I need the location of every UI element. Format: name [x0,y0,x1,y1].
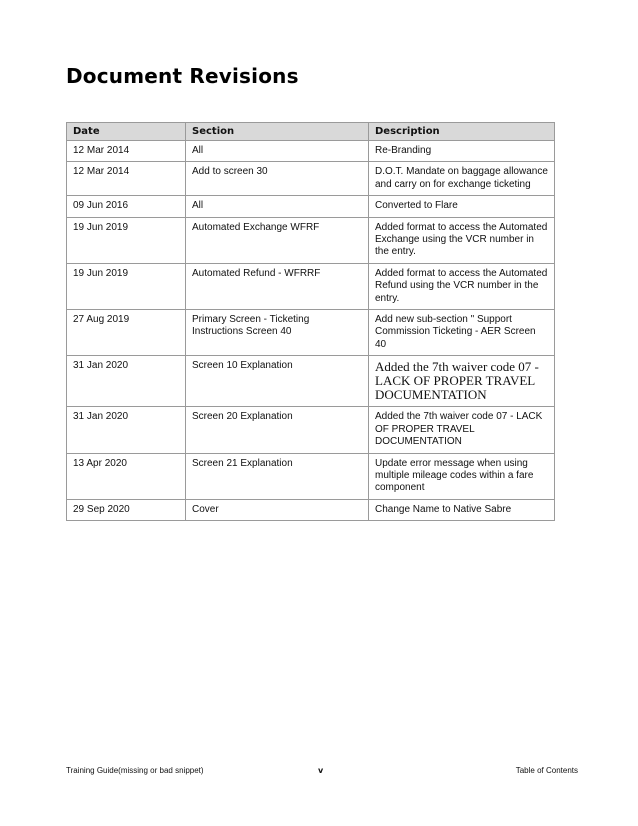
table-row [67,407,555,453]
cell-date: 13 Apr 2020 [67,453,186,499]
table-row [67,453,555,499]
table-row [67,162,555,196]
cell-date: 19 Jun 2019 [67,263,186,309]
cell-section: Primary Screen - Ticketing Instructions Screen 40 [186,310,369,356]
cell-date: 31 Jan 2020 [67,407,186,453]
cell-description: Update error message when using multiple mileage codes within a fare component [369,453,555,499]
cell-section: Screen 21 Explanation [186,453,369,499]
cell-description: D.O.T. Mandate on baggage allowance and carry on for exchange ticketing [369,162,555,196]
cell-description: Change Name to Native Sabre [369,499,555,520]
table-row [67,196,555,217]
column-header-section: Section [186,123,369,141]
footer-page-number: v [318,766,324,775]
revisions-table [66,122,555,521]
cell-date: 09 Jun 2016 [67,196,186,217]
cell-section: Add to screen 30 [186,162,369,196]
cell-description: Added format to access the Automated Exchange using the VCR number in the entry. [369,217,555,263]
page-title: Document Revisions [66,64,299,88]
cell-description: Converted to Flare [369,196,555,217]
cell-description: Added the 7th waiver code 07 - LACK OF PROPER TRAVEL DOCUMENTATION [369,356,555,407]
cell-description: Re-Branding [369,141,555,162]
cell-section: All [186,196,369,217]
cell-section: All [186,141,369,162]
cell-description: Added the 7th waiver code 07 - LACK OF PROPER TRAVEL DOCUMENTATION [369,407,555,453]
footer-guide-title: Training Guide(missing or bad snippet) [66,766,204,775]
cell-date: 27 Aug 2019 [67,310,186,356]
cell-section: Automated Refund - WFRRF [186,263,369,309]
column-header-description: Description [369,123,555,141]
cell-section: Screen 10 Explanation [186,356,369,407]
footer-section-name: Table of Contents [515,766,578,775]
cell-section: Automated Exchange WFRF [186,217,369,263]
cell-date: 12 Mar 2014 [67,162,186,196]
cell-date: 31 Jan 2020 [67,356,186,407]
cell-date: 12 Mar 2014 [67,141,186,162]
cell-section: Cover [186,499,369,520]
cell-section: Screen 20 Explanation [186,407,369,453]
column-header-date: Date [67,123,186,141]
cell-date: 19 Jun 2019 [67,217,186,263]
table-row [67,499,555,520]
cell-date: 29 Sep 2020 [67,499,186,520]
cell-description: Added format to access the Automated Refund using the VCR number in the entry. [369,263,555,309]
cell-description: Add new sub-section " Support Commission Ticketing - AER Screen 40 [369,310,555,356]
table-row [67,217,555,263]
table-row [67,263,555,309]
table-row [67,141,555,162]
table-row [67,310,555,356]
table-header-row [67,123,555,141]
table-row [67,356,555,407]
